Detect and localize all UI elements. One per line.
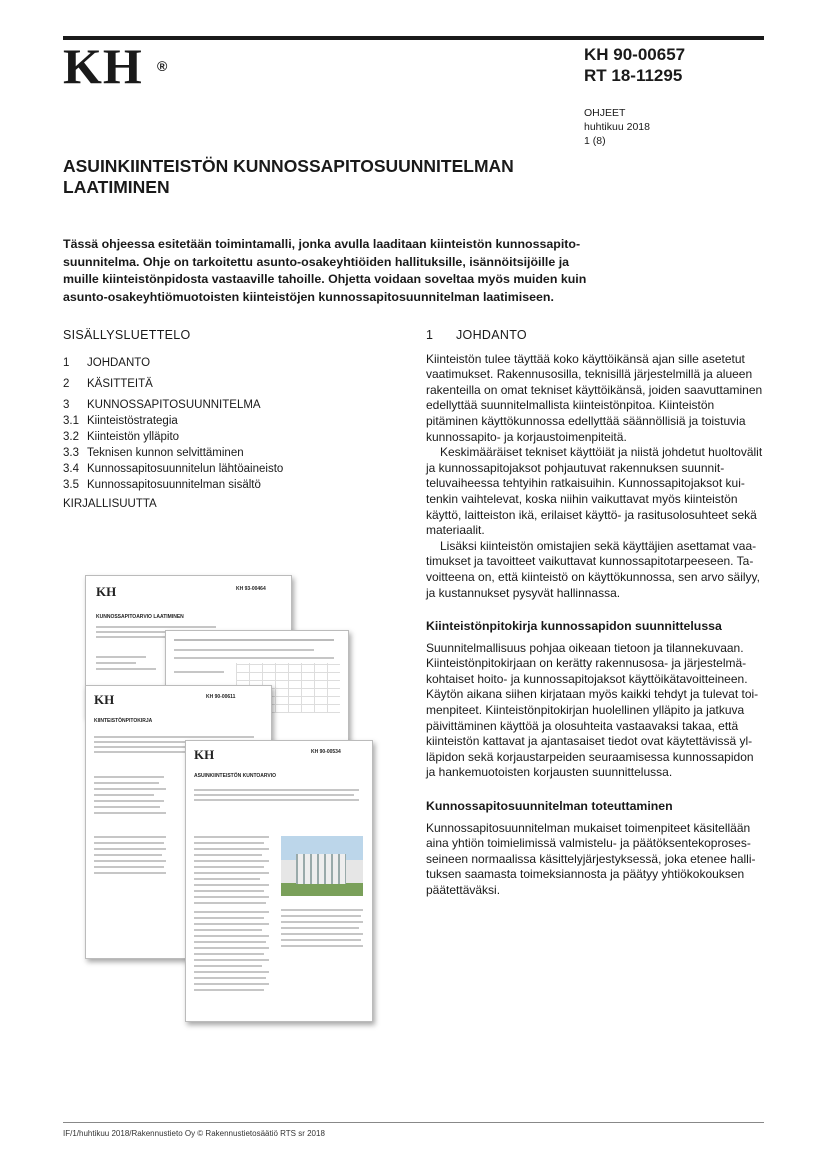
logo-text: KH xyxy=(63,38,143,94)
toc-label: Kiinteistön ylläpito xyxy=(87,431,180,443)
thumb-title: KUNNOSSAPITOARVIO LAATIMINEN xyxy=(96,614,184,620)
doc-type: OHJEET xyxy=(584,107,626,119)
rt-code: RT 18-11295 xyxy=(584,66,683,85)
toc-num: 2 xyxy=(63,378,70,390)
thumb-logo: KH xyxy=(194,747,215,762)
thumb-logo: KH xyxy=(96,584,117,599)
footer-rule xyxy=(63,1122,764,1123)
main-column xyxy=(426,328,766,899)
paragraph: Suunnitelmallisuus pohjaa oikeaan tietoon ja tilannekuvaan. Kiinteistönpitokirjaan on kerätty rakennusosa- ja järjestelmäkohtaiset hoito- ja kunnossapitojaksot käyttöikätavoitteineen. Käytön aikana siihen kirjataan myös kaikki tehdyt ja tulevat toimenpiteet. Kiinteistönpitokirjan huolellinen ylläpito ja jatkuva päivittäminen käyttöä ja olosuhteita vastaavaksi takaa, että kiinteistön kattavat ja ajantasaiset tiedot ovat käytettävissä ylläpidon sekä korjaustarpeiden seuraamisessa kunnossapidon ja hankemuotoisten korjausten suunnittelussa. xyxy=(426,640,759,780)
paragraph: Keskimääräiset tekniset käyttöiät ja niistä johdetut huoltovälit ja kunnossapitojaksot pohjautuvat rakennuksen suunnitteluvaiheessa tehtyihin ratkaisuihin. Kunnossapitojaksot kuitenkin vaihtelevat, koska niihin vaikuttavat myös kiinteistön käyttö, laitteiston ikä, erilaiset käyttö- ja rasitusolosuhteet sekä materiaalit. xyxy=(426,445,763,538)
toc-item[interactable] xyxy=(63,376,283,392)
paragraph: Kunnossapitosuunnitelman mukaiset toimenpiteet käsitellään aina yhtiön toimielimissä valmistelu- ja päätöksentekoprosesseineen normaalissa käsittelyjärjestyksessä, joka etenee hallituksen saamasta toimeksiannosta ja päätyy yhtiökokouksen päätettäväksi. xyxy=(426,820,756,897)
thumb-title: ASUINKIINTEISTÖN KUNTOARVIO xyxy=(194,773,277,779)
paragraph: Kiinteistön tulee täyttää koko käyttöikänsä ajan sille asetetut vaatimukset. Rakennusosilla, teknisillä järjestelmillä ja alueen rakenteilla on omat tekniset käyttöikänsä, joiden saavuttaminen edellyttää suunnitelmallista kiinteistönpitoa. Kiinteistön pitäminen käyttökunnossa edellyttää säännöllisiä ja toistuvia kunnossapito- ja korjaustoimenpiteitä. xyxy=(426,351,763,444)
toc-label: KÄSITTEITÄ xyxy=(87,378,153,390)
building-photo xyxy=(281,836,363,896)
subsection-heading: Kunnossapitosuunnitelman toteuttaminen xyxy=(426,799,673,814)
toc-item[interactable] xyxy=(63,355,283,371)
toc-label: KIRJALLISUUTTA xyxy=(63,498,157,510)
thumb-code: KH 93-00464 xyxy=(236,586,266,592)
toc-num: 3.1 xyxy=(63,415,79,427)
thumb-code: KH 90-00611 xyxy=(206,694,236,700)
footer-text: IF/1/huhtikuu 2018/Rakennustieto Oy © Rakennustietosäätiö RTS sr 2018 xyxy=(63,1129,325,1138)
page-number: 1 (8) xyxy=(584,135,606,147)
toc-num: 3.2 xyxy=(63,431,79,443)
toc-heading: SISÄLLYSLUETTELO xyxy=(63,328,191,342)
table-of-contents xyxy=(63,355,283,512)
toc-label: Kunnossapitosuunnitelun lähtöaineisto xyxy=(87,463,284,475)
document-meta xyxy=(584,106,650,148)
toc-num: 3.4 xyxy=(63,463,79,475)
kh-code: KH 90-00657 xyxy=(584,45,686,64)
top-rule xyxy=(63,36,764,40)
toc-item[interactable] xyxy=(63,461,283,477)
thumb-logo: KH xyxy=(94,692,115,707)
toc-num: 1 xyxy=(63,357,70,369)
toc-num: 3.5 xyxy=(63,479,79,491)
paragraph: Lisäksi kiinteistön omistajien sekä käyttäjien asettamat vaatimukset ja tavoitteet vaikuttavat kunnossapitotarpeeseen. Tavoitteena on, että kiinteistö on käyttökunnossa, sen arvo säilyy, ja kustannukset pysyvät hallinnassa. xyxy=(426,538,760,600)
toc-num: 3.3 xyxy=(63,447,79,459)
toc-label: Kunnossapitosuunnitelman sisältö xyxy=(87,479,261,491)
registered-mark: ® xyxy=(157,58,169,74)
section-title: JOHDANTO xyxy=(456,328,527,342)
document-codes xyxy=(584,44,685,86)
kh-logo xyxy=(63,38,169,94)
thumb-code: KH 90-00534 xyxy=(311,749,341,755)
toc-item[interactable] xyxy=(63,397,283,413)
section-heading xyxy=(426,328,766,344)
intro-paragraph: Tässä ohjeessa esitetään toimintamalli, jonka avulla laaditaan kiinteistön kunnossapitosuunnitelma. Ohje on tarkoitettu asunto-osakeyhtiöiden hallituksille, isännöitsijöille ja muille kiinteistönpidosta vastaaville tahoille. Ohjetta voidaan soveltaa myös muiden kuin asunto-osakeyhtiömuotoisten kiinteistöjen kunnossapitosuunnitelman laatimiseen. xyxy=(63,237,587,304)
doc-date: huhtikuu 2018 xyxy=(584,121,650,133)
toc-num: 3 xyxy=(63,399,70,411)
section-number: 1 xyxy=(426,328,434,342)
thumbnail-doc-4 xyxy=(185,740,373,1022)
thumb-title: KIINTEISTÖNPITOKIRJA xyxy=(94,718,153,724)
toc-label: Kiinteistöstrategia xyxy=(87,415,178,427)
subsection-heading: Kiinteistönpitokirja kunnossapidon suunnittelussa xyxy=(426,619,722,634)
document-title: ASUINKIINTEISTÖN KUNNOSSAPITOSUUNNITELMAN LAATIMINEN xyxy=(63,156,514,197)
toc-label: KUNNOSSAPITOSUUNNITELMA xyxy=(87,399,261,411)
toc-label: Teknisen kunnon selvittäminen xyxy=(87,447,244,459)
toc-item-bibliography[interactable] xyxy=(63,496,283,512)
toc-item[interactable] xyxy=(63,477,283,493)
toc-label: JOHDANTO xyxy=(87,357,151,369)
toc-item[interactable] xyxy=(63,413,283,429)
toc-item[interactable] xyxy=(63,445,283,461)
toc-item[interactable] xyxy=(63,429,283,445)
related-documents-illustration xyxy=(85,575,385,1025)
